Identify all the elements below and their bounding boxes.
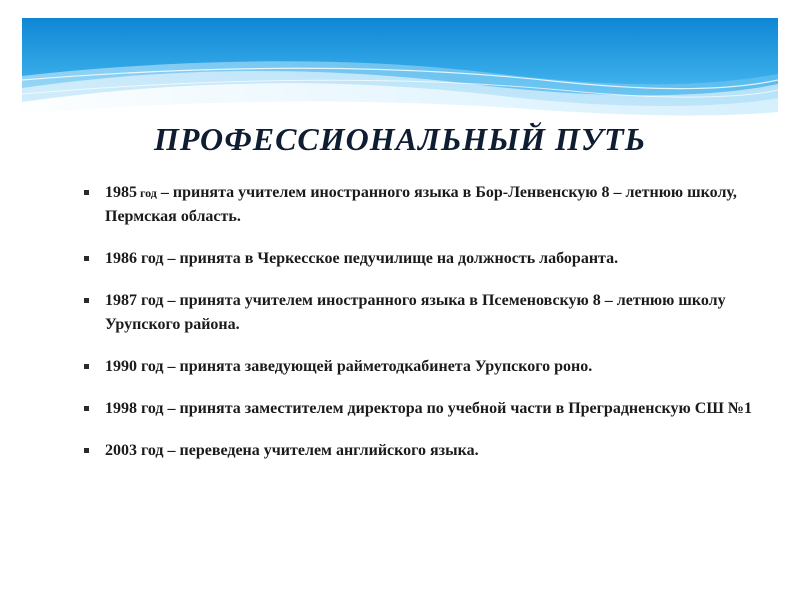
item-year: 1985 — [105, 184, 137, 201]
square-bullet-icon — [84, 448, 89, 453]
square-bullet-icon — [84, 190, 89, 195]
item-text: 1987 год – принята учителем иностранного языка в Псеменовскую 8 – летнюю школу Урупского района. — [105, 292, 726, 333]
item-text: 2003 год – переведена учителем английского языка. — [105, 442, 479, 459]
square-bullet-icon — [84, 298, 89, 303]
item-year-unit: год — [137, 186, 157, 200]
list-item — [84, 355, 754, 379]
list-item — [84, 181, 754, 229]
list-item — [84, 397, 754, 421]
career-list — [84, 181, 754, 481]
wave-banner — [22, 18, 778, 130]
item-text: – принята учителем иностранного языка в Бор-Ленвенскую 8 – летнюю школу, Пермская область. — [105, 184, 737, 225]
wave-graphic — [22, 18, 778, 130]
list-item — [84, 439, 754, 463]
item-text: 1998 год – принята заместителем директора по учебной части в Преградненскую СШ №1 — [105, 400, 752, 417]
list-item — [84, 289, 754, 337]
square-bullet-icon — [84, 256, 89, 261]
slide-title: ПРОФЕССИОНАЛЬНЫЙ ПУТЬ — [154, 121, 646, 157]
square-bullet-icon — [84, 406, 89, 411]
item-text: 1990 год – принята заведующей райметодкабинета Урупского роно. — [105, 358, 593, 375]
item-text: 1986 год – принята в Черкесское педучилище на должность лаборанта. — [105, 250, 619, 267]
square-bullet-icon — [84, 364, 89, 369]
list-item — [84, 247, 754, 271]
